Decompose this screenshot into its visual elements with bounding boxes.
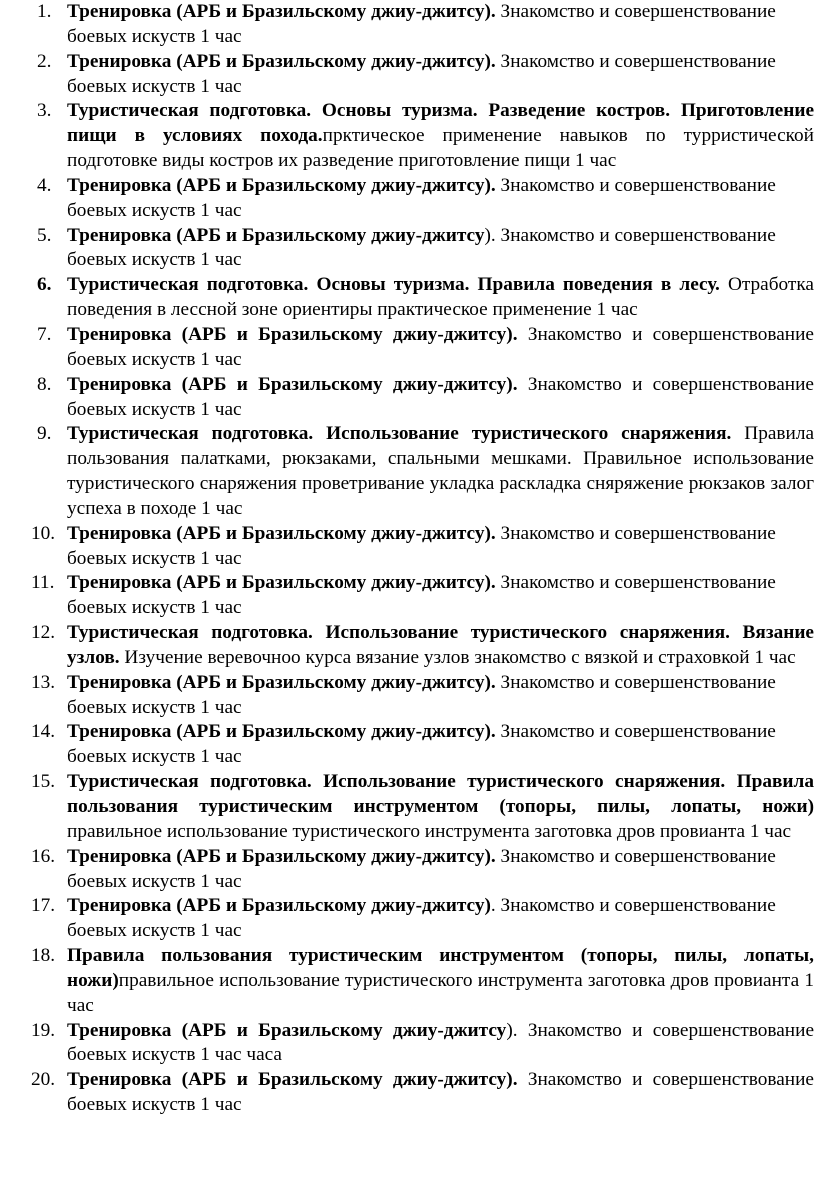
item-description: Знакомство и совершенствование боевых искуств 1 час (67, 721, 776, 768)
item-number: 18. (31, 945, 56, 967)
item-description: Знакомство и совершенствование боевых искуств 1 час (67, 1069, 814, 1116)
item-title: Тренировка (АРБ и Бразильскому джиу-джитсу (67, 224, 485, 246)
list-item (0, 224, 816, 274)
item-number: 6. (37, 274, 52, 296)
item-title: Тренировка (АРБ и Бразильскому джиу-джитсу). (67, 1, 496, 22)
item-title: Тренировка (АРБ и Бразильскому джиу-джитсу). (67, 845, 496, 867)
item-title: Тренировка (АРБ и Бразильскому джиу-джитсу). (67, 572, 496, 594)
item-description: . Знакомство и совершенствование боевых искуств 1 час (67, 895, 776, 942)
item-title: Тренировка (АРБ и Бразильскому джиу-джитсу) (67, 895, 491, 917)
item-description: Знакомство и совершенствование боевых искуств 1 час (67, 373, 814, 420)
item-number: 17. (31, 895, 56, 917)
list-item (0, 770, 816, 845)
item-number: 11. (31, 572, 55, 594)
item-number: 13. (31, 671, 56, 693)
item-title: Тренировка (АРБ и Бразильскому джиу-джитсу). (67, 323, 518, 345)
item-description: Знакомство и совершенствование боевых искуств 1 час (67, 572, 776, 619)
item-description: Правила пользования палатками, рюкзаками, спальными мешками. Правильное использование туристического снаряжения проветривание укладка раскладка сняряжение рюкзаков залог успеха в походе 1 час (67, 423, 815, 519)
item-description: ). Знакомство и совершенствование боевых искуств 1 час (67, 224, 776, 271)
item-description: Знакомство и совершенствование боевых искуств 1 час (67, 671, 776, 718)
item-number: 20. (31, 1069, 56, 1091)
item-description: прктическое применение навыков по турристической подготовке виды костров их разведение приготовление пищи 1 час (67, 125, 814, 172)
item-description: правильное использование туристического инструмента заготовка дров провианта 1 час (67, 820, 792, 842)
list-item (0, 571, 816, 621)
list-item (0, 522, 816, 572)
item-number: 15. (31, 771, 56, 793)
item-number: 16. (31, 845, 56, 867)
item-number: 19. (31, 1019, 56, 1041)
item-title: Тренировка (АРБ и Бразильскому джиу-джитсу). (67, 174, 496, 196)
list-item (0, 845, 816, 895)
list-item (0, 1019, 816, 1069)
list-item (0, 1068, 816, 1118)
item-title: Тренировка (АРБ и Бразильскому джиу-джитсу). (67, 522, 496, 544)
item-title: Туристическая подготовка. Использование туристического снаряжения. Вязание узлов. (67, 622, 814, 668)
item-number: 5. (37, 224, 52, 246)
list-item (0, 894, 816, 944)
list-item (0, 323, 816, 373)
item-number: 4. (37, 174, 52, 196)
item-number: 12. (31, 622, 56, 644)
item-description: Знакомство и совершенствование боевых искуств 1 час (67, 323, 814, 370)
item-number: 9. (37, 423, 52, 445)
item-number: 10. (31, 522, 56, 544)
item-title: Туристическая подготовка. Основы туризма. Правила поведения в лесу. (67, 274, 720, 296)
list-item (0, 944, 816, 1019)
item-description: Знакомство и совершенствование боевых искуств 1 час (67, 1, 776, 47)
list-item (0, 621, 816, 671)
item-number: 14. (31, 721, 56, 743)
item-title: Тренировка (АРБ и Бразильскому джиу-джитсу). (67, 373, 518, 395)
item-title: Тренировка (АРБ и Бразильскому джиу-джитсу). (67, 721, 496, 743)
item-description: Изучение веревочноо курса вязание узлов знакомство с вязкой и страховкой 1 час (119, 646, 796, 668)
item-number: 3. (37, 100, 52, 122)
item-number: 2. (37, 50, 52, 72)
item-number: 8. (37, 373, 52, 395)
item-title: Правила пользования туристическим инструментом (топоры, пилы, лопаты, ножи) (67, 945, 814, 991)
list-item (0, 720, 816, 770)
item-title: Тренировка (АРБ и Бразильскому джиу-джитсу). (67, 50, 496, 72)
item-description: Знакомство и совершенствование боевых искуств 1 час (67, 50, 776, 97)
list-item (0, 373, 816, 423)
list-item (0, 273, 816, 323)
item-description: Знакомство и совершенствование боевых искуств 1 час (67, 845, 776, 892)
item-description: Отработка поведения в лессной зоне ориентиры практическое применение 1 час (67, 274, 814, 321)
item-title: Тренировка (АРБ и Бразильскому джиу-джитсу). (67, 1069, 518, 1091)
list-item (0, 50, 816, 100)
item-title: Тренировка (АРБ и Бразильскому джиу-джитсу (67, 1019, 507, 1041)
list-item (0, 99, 816, 174)
list-item (0, 422, 816, 521)
item-description: Знакомство и совершенствование боевых искуств 1 час (67, 174, 776, 221)
item-description: правильное использование туристического инструмента заготовка дров провианта 1 час (67, 969, 814, 1016)
item-description: Знакомство и совершенствование боевых искуств 1 час (67, 522, 776, 569)
list-item (0, 671, 816, 721)
list-item (0, 174, 816, 224)
item-title: Туристическая подготовка. Использование туристического снаряжения. (67, 423, 732, 445)
item-title: Туристическая подготовка. Использование туристического снаряжения. Правила пользования туристическим инструментом (топоры, пилы, лопаты, ножи) (67, 771, 814, 817)
item-description: ). Знакомство и совершенствование боевых искуств 1 час часа (67, 1019, 815, 1066)
list-item (0, 0, 816, 50)
item-number: 1. (37, 1, 52, 22)
item-number: 7. (37, 323, 52, 345)
item-title: Тренировка (АРБ и Бразильскому джиу-джитсу). (67, 671, 496, 693)
item-title: Туристическая подготовка. Основы туризма. Разведение костров. Приготовление пищи в условиях похода. (67, 100, 814, 147)
